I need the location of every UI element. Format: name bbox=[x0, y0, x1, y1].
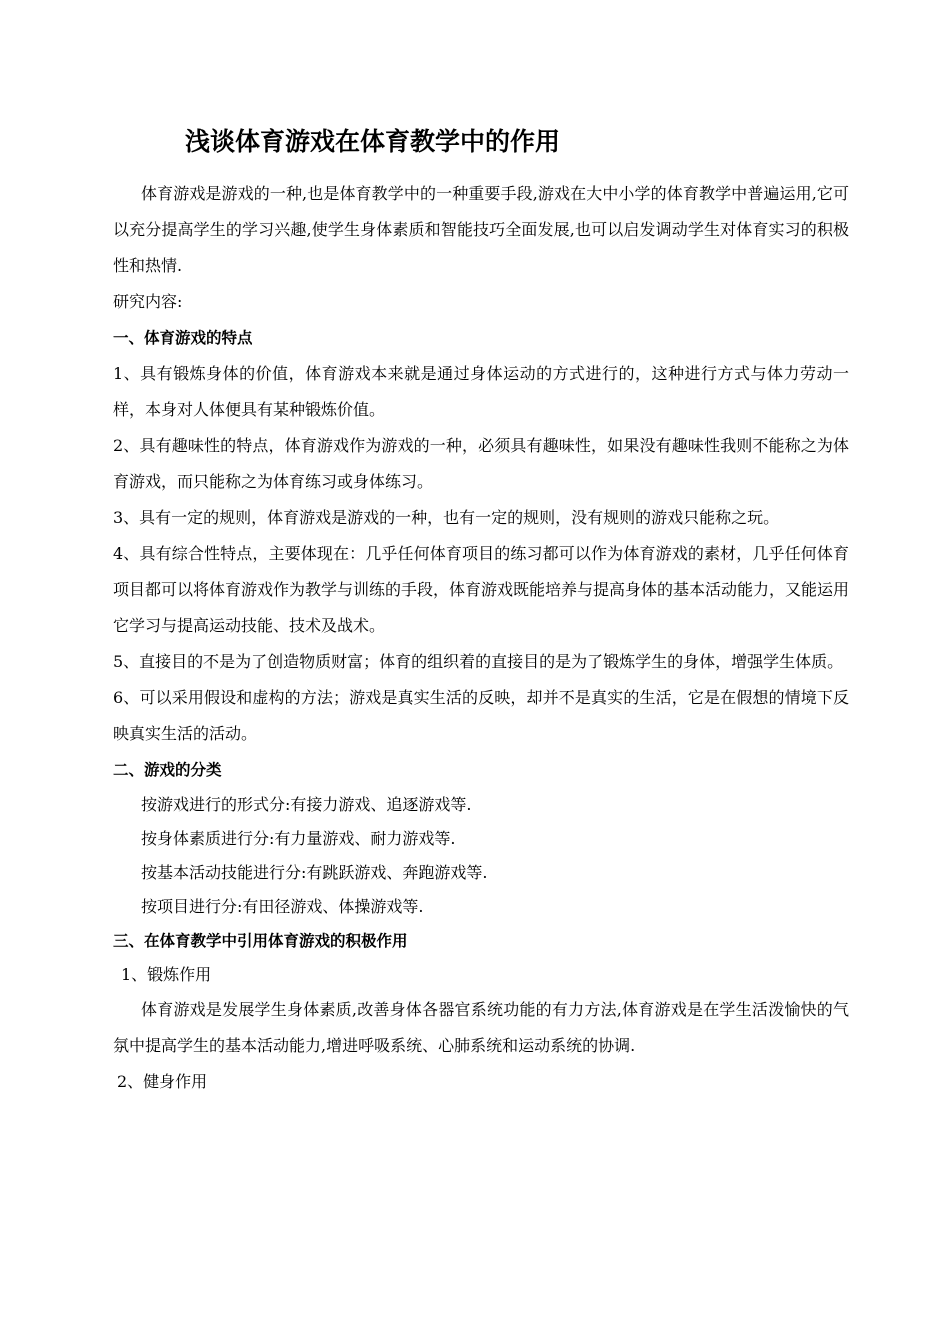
effect-sub-label-1: 1、锻炼作用 bbox=[121, 965, 212, 984]
section-heading-features: 一、体育游戏的特点 bbox=[113, 329, 253, 347]
feature-item-1: 1、具有锻炼身体的价值，体育游戏本来就是通过身体运动的方式进行的，这种进行方式与体力劳动一样，本身对人体便具有某种锻炼价值。 bbox=[113, 364, 849, 419]
classification-item-1: 按游戏进行的形式分:有接力游戏、追逐游戏等. bbox=[141, 795, 472, 814]
document-title: 浅谈体育游戏在体育教学中的作用 bbox=[185, 127, 561, 156]
document-body bbox=[113, 176, 849, 1100]
section-heading-classification: 二、游戏的分类 bbox=[113, 761, 222, 779]
effect-sub-text-1: 体育游戏是发展学生身体素质,改善身体各器官系统功能的有力方法,体育游戏是在学生活泼愉快的气氛中提高学生的基本活动能力,增进呼吸系统、心肺系统和运动系统的协调. bbox=[113, 1000, 849, 1055]
classification-item-2: 按身体素质进行分:有力量游戏、耐力游戏等. bbox=[141, 829, 456, 848]
feature-item-4: 4、具有综合性特点，主要体现在：几乎任何体育项目的练习都可以作为体育游戏的素材，几乎任何体育项目都可以将体育游戏作为教学与训练的手段，体育游戏既能培养与提高身体的基本活动能力，又能运用它学习与提高运动技能、技术及战术。 bbox=[113, 544, 850, 635]
classification-item-4: 按项目进行分:有田径游戏、体操游戏等. bbox=[141, 897, 424, 916]
feature-item-3: 3、具有一定的规则，体育游戏是游戏的一种，也有一定的规则，没有规则的游戏只能称之玩。 bbox=[113, 508, 780, 527]
intro-paragraph: 体育游戏是游戏的一种,也是体育教学中的一种重要手段,游戏在大中小学的体育教学中普遍运用,它可以充分提高学生的学习兴趣,使学生身体素质和智能技巧全面发展,也可以启发调动学生对体育实习的积极性和热情. bbox=[113, 184, 849, 275]
feature-item-2: 2、具有趣味性的特点，体育游戏作为游戏的一种，必须具有趣味性，如果没有趣味性我则不能称之为体育游戏，而只能称之为体育练习或身体练习。 bbox=[113, 436, 849, 491]
classification-item-3: 按基本活动技能进行分:有跳跃游戏、奔跑游戏等. bbox=[141, 863, 488, 882]
research-label: 研究内容: bbox=[113, 292, 183, 311]
section-heading-effects: 三、在体育教学中引用体育游戏的积极作用 bbox=[113, 932, 408, 950]
feature-item-6: 6、可以采用假设和虚构的方法；游戏是真实生活的反映，却并不是真实的生活，它是在假想的情境下反映真实生活的活动。 bbox=[113, 688, 849, 743]
effect-sub-label-2: 2、健身作用 bbox=[117, 1072, 208, 1091]
feature-item-5: 5、直接目的不是为了创造物质财富；体育的组织着的直接目的是为了锻炼学生的身体，增强学生体质。 bbox=[113, 652, 844, 671]
